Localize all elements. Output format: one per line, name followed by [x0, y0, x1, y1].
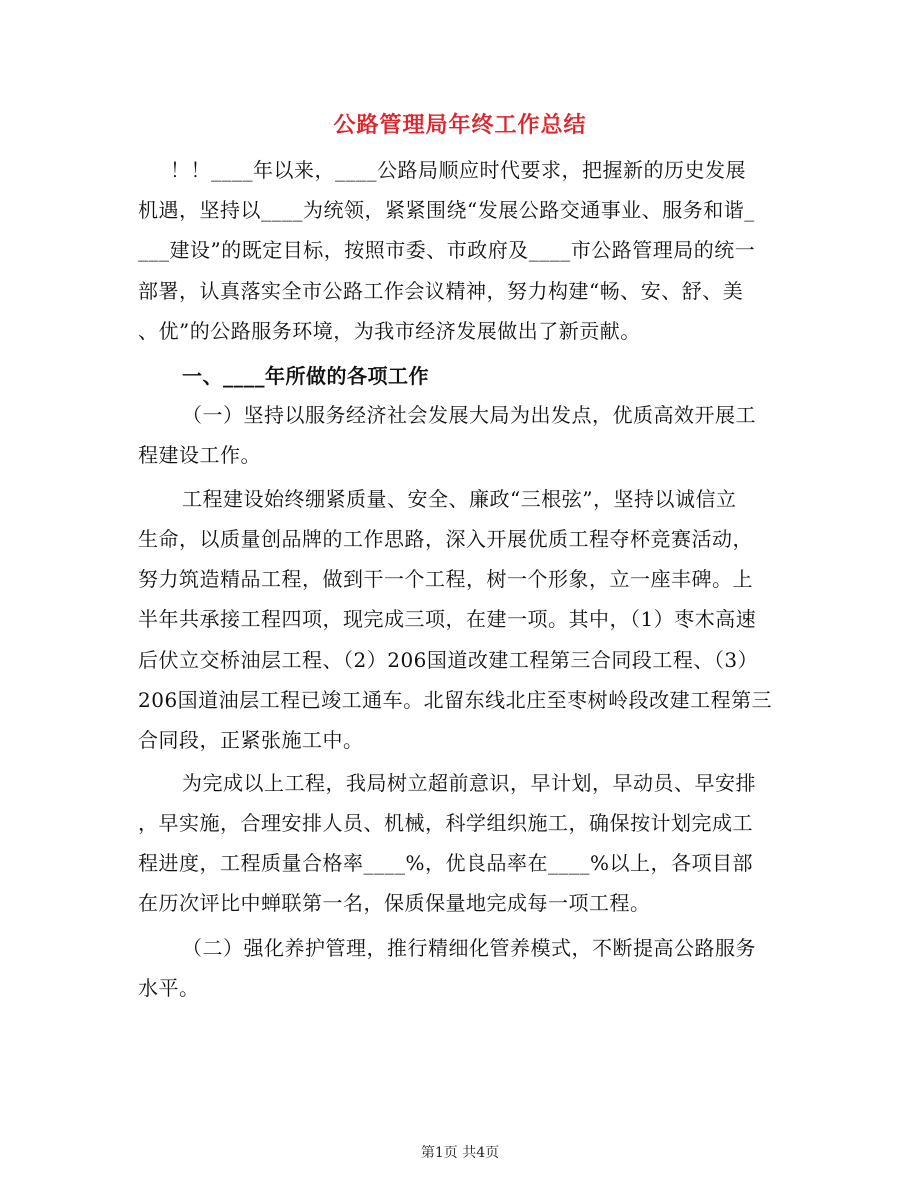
body-line: 生命，以质量创品牌的工作思路，深入开展优质工程夺杯竞赛活动， — [138, 527, 753, 551]
body-line: 程建设工作。 — [138, 443, 261, 467]
body-line: 、优”的公路服务环境，为我市经济发展做出了新贡献。 — [138, 319, 641, 343]
body-line: 机遇，坚持以____为统领，紧紧围绕“发展公路交通事业、服务和谐_ — [138, 198, 755, 222]
body-line: ，早实施，合理安排人员、机械，科学组织施工，确保按计划完成工 — [138, 811, 753, 835]
body-line: 程进度，工程质量合格率____%，优良品率在____%以上，各项目部 — [138, 851, 754, 875]
body-line: 半年共承接工程四项，现完成三项，在建一项。其中，（1）枣木高速 — [138, 607, 757, 631]
body-line: 合同段，正紧张施工中。 — [138, 728, 364, 752]
body-line: 努力筑造精品工程，做到干一个工程，树一个形象，立一座丰碑。上 — [138, 567, 753, 591]
body-line: 部署，认真落实全市公路工作会议精神，努力构建“畅、安、舒、美 — [138, 279, 744, 303]
body-line: 水平。 — [138, 976, 200, 1000]
document-title: 公路管理局年终工作总结 — [333, 112, 587, 138]
body-line: （二）强化养护管理，推行精细化管养模式，不断提高公路服务 — [182, 936, 756, 960]
page-number-footer: 第1页 共4页 — [420, 1145, 500, 1161]
body-line: 后伏立交桥油层工程、（2）206国道改建工程第三合同段工程、（3） — [138, 648, 759, 672]
body-line: ！！____年以来，____公路局顺应时代要求，把握新的历史发展 — [170, 158, 746, 182]
body-line: ___建设”的既定目标，按照市委、市政府及____市公路管理局的统一 — [138, 238, 756, 262]
body-line: 为完成以上工程，我局树立超前意识，早计划，早动员、早安排 — [182, 771, 756, 795]
body-line: 在历次评比中蝉联第一名，保质保量地完成每一项工程。 — [138, 891, 651, 915]
body-line: 工程建设始终绷紧质量、安全、廉政“三根弦”，坚持以诚信立 — [182, 487, 737, 511]
body-line: （一）坚持以服务经济社会发展大局为出发点，优质高效开展工 — [182, 403, 756, 427]
body-line: 206国道油层工程已竣工通车。北留东线北庄至枣树岭段改建工程第三 — [138, 688, 773, 712]
section-heading: 一、____年所做的各项工作 — [182, 364, 429, 388]
